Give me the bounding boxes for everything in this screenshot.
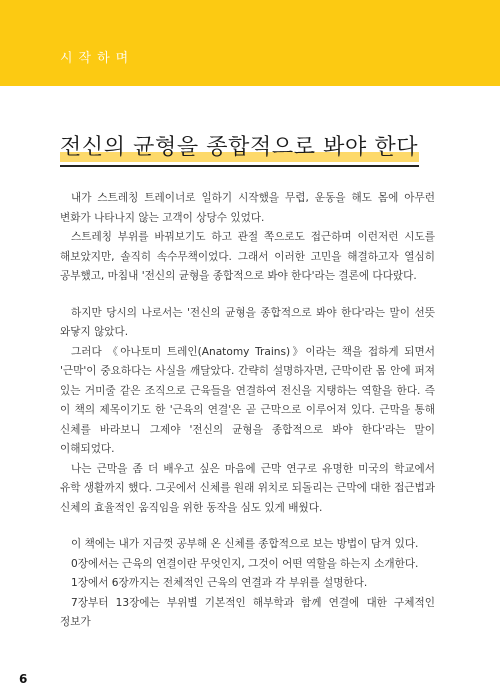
paragraph: 그러다 《아나토미 트레인(Anatomy Trains)》이라는 책을 접하게 되면서 '근막'이 중요하다는 사실을 깨달았다. 간략히 설명하자면, 근막이란 몸 안에 퍼져 있는 거미줄 같은 조직으로 근육들을 연결하여 전신을 지탱하는 역할을 한다. 즉 이 책의 제목이기도 한 '근육의 연결'은 곧 근막으로 이루어져 있다. 근막을 통해 신체를 바라보니 그제야 '전신의 균형을 종합적으로 봐야 한다'라는 말이 이해되었다.: [60, 345, 435, 455]
paragraph: 1장에서 6장까지는 전체적인 근육의 연결과 각 부위를 설명한다.: [71, 577, 368, 589]
title-block: [60, 134, 419, 162]
body-text: [60, 189, 435, 633]
paragraph: 하지만 당시의 나로서는 '전신의 균형을 종합적으로 봐야 한다'라는 말이 선뜻 와닿지 않았다.: [60, 306, 435, 338]
section-label: 시작하며: [60, 51, 135, 66]
paragraph: 내가 스트레칭 트레이너로 일하기 시작했을 무렵, 운동을 해도 몸에 아무런 변화가 나타나지 않는 고객이 상당수 있었다.: [60, 192, 435, 224]
paragraph: 이 책에는 내가 지금껏 공부해 온 신체를 종합적으로 보는 방법이 담겨 있다.: [71, 538, 419, 550]
paragraph: 나는 근막을 좀 더 배우고 싶은 마음에 근막 연구로 유명한 미국의 학교에서 유학 생활까지 했다. 그곳에서 신체를 원래 위치로 되돌리는 근막에 대한 접근법과 신체의 효율적인 움직임을 위한 동작을 심도 있게 배웠다.: [60, 462, 435, 514]
page-title: 전신의 균형을 종합적으로 봐야 한다: [60, 135, 419, 160]
paragraph: 7장부터 13장에는 부위별 기본적인 해부학과 함께 연결에 대한 구체적인 정보가: [60, 596, 435, 628]
header-band: [0, 0, 500, 86]
paragraph: 스트레칭 부위를 바꿔보기도 하고 관절 쪽으로도 접근하며 이런저런 시도를 해보았지만, 솔직히 속수무책이었다. 그래서 이러한 고민을 해결하고자 열심히 공부했고, 마침내 '전신의 균형을 종합적으로 봐야 한다'라는 결론에 다다랐다.: [60, 231, 435, 282]
paragraph: 0장에서는 근육의 연결이란 무엇인지, 그것이 어떤 역할을 하는지 소개한다.: [71, 557, 419, 570]
page-number: 6: [19, 672, 28, 686]
title-underline: [60, 165, 419, 167]
